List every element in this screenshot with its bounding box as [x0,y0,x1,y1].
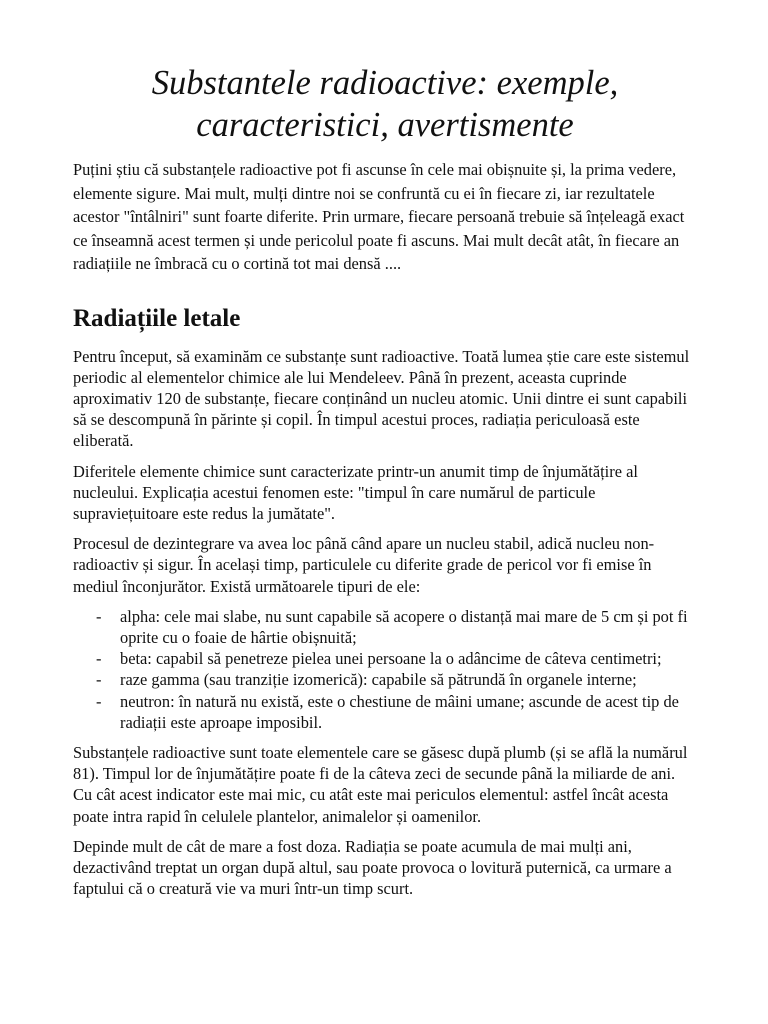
document-page [73,62,697,908]
intro-paragraph: Puțini știu că substanțele radioactive pot fi ascunse în cele mai obișnuite și, la prima vedere, elemente sigure. Mai mult, mulți dintre noi se confruntă cu ei în fiecare zi, iar rezultatele acestor "întâlniri" sunt foarte diferite. Prin urmare, fiecare persoană trebuie să înțeleagă exact ce înseamnă acest termen și unde pericolul poate fi ascuns. Mai mult decât atât, în fiecare an radiațiile ne îmbracă cu o cortină tot mai densă .... [73,160,685,273]
page-title: Substantele radioactive: exemple, caracteristici, avertismente [151,64,619,144]
list-item-text: raze gamma (sau tranziție izomerică): capabile să pătrundă în organele interne; [120,670,637,690]
list-item [73,669,697,690]
paragraph: Depinde mult de cât de mare a fost doza. Radiația se poate acumula de mai mulți ani, dezactivând treptat un organ după altul, sau poate provoca o lovitură puternică, ca urmare a faptului că o creatură vie va muri într-un timp scurt. [73,836,672,899]
paragraph: Substanțele radioactive sunt toate elementele care se găsesc după plumb (și se află la numărul 81). Timpul lor de înjumătățire poate fi de la câteva zeci de secunde până la miliarde de ani. Cu cât acest indicator este mai mic, cu atât este mai periculos elementul: astfel încât acesta poate intra rapid în celulele plantelor, animalelor și oamenilor. [73,742,688,826]
list-item-text: alpha: cele mai slabe, nu sunt capabile să acopere o distanță mai mare de 5 cm și pot fi oprite cu o foaie de hârtie obișnuită; [120,606,688,647]
bullet-dash: - [96,649,102,669]
bullet-dash: - [96,606,102,626]
list-item [73,691,697,733]
bullet-dash: - [96,670,102,690]
list-item-text: beta: capabil să penetreze pielea unei persoane la o adâncime de câteva centimetri; [120,649,662,669]
list-item [73,606,697,648]
radiation-types-list [73,606,697,733]
paragraph: Diferitele elemente chimice sunt caracterizate printr-un anumit timp de înjumătățire al nucleului. Explicația acestui fenomen este: "timpul în care numărul de particule supraviețuitoare este redus la jumătate". [73,461,638,523]
paragraph: Pentru început, să examinăm ce substanțe sunt radioactive. Toată lumea știe care este sistemul periodic al elementelor chimice ale lui Mendeleev. Până în prezent, aceasta cuprinde aproximativ 120 de substanțe, fiecare conținând un nucleu atomic. Unii dintre ei sunt capabili să se descompună în părinte și copil. În timpul acestui proces, radiația periculoasă este eliberată. [73,346,690,451]
list-item [73,648,697,669]
list-item-text: neutron: în natură nu există, este o chestiune de mâini umane; ascunde de acest tip de radiații este aproape imposibil. [120,691,679,732]
paragraph: Procesul de dezintegrare va avea loc până când apare un nucleu stabil, adică nucleu non-radioactiv și sigur. În același timp, particulele cu diferite grade de pericol vor fi emise în mediul înconjurător. Există următoarele tipuri de ele: [73,534,655,596]
section-title: Radiațiile letale [73,304,241,332]
bullet-dash: - [96,691,102,711]
